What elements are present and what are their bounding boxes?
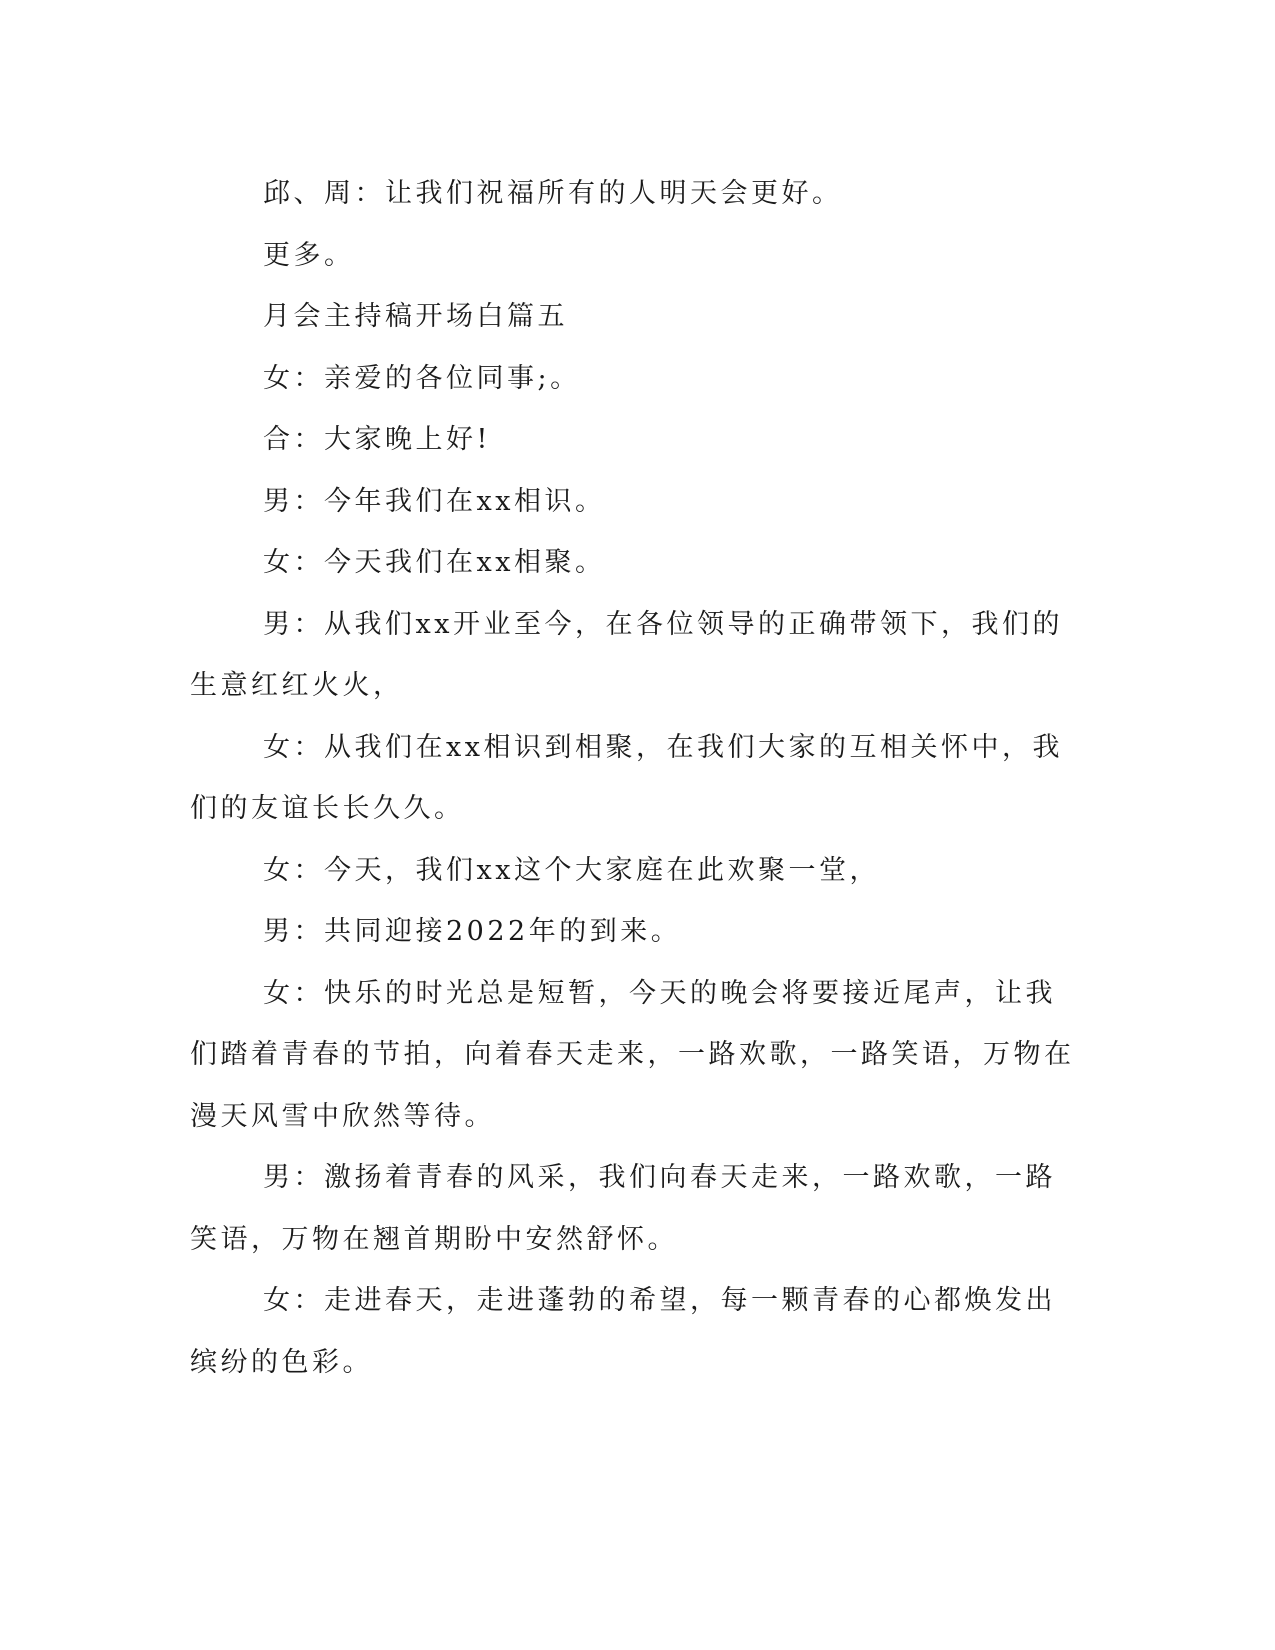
paragraph-line: 女：走进春天，走进蓬勃的希望，每一颗青春的心都焕发出缤纷的色彩。	[190, 1285, 1056, 1378]
paragraph-line: 女：亲爱的各位同事;。	[263, 362, 581, 394]
paragraph-line: 合：大家晚上好!	[263, 424, 491, 455]
paragraph-more: 更多。	[263, 239, 355, 271]
paragraph-line: 男：激扬着青春的风采，我们向春天走来，一路欢歌，一路笑语，万物在翘首期盼中安然舒怀。	[190, 1162, 1056, 1255]
paragraph-line: 男：共同迎接2022年的到来。	[263, 916, 682, 947]
paragraph-closing-blessing: 邱、周：让我们祝福所有的人明天会更好。	[263, 178, 843, 209]
paragraph-line: 男：今年我们在xx相识。	[263, 485, 606, 517]
paragraph-line: 女：快乐的时光总是短暂，今天的晚会将要接近尾声，让我们踏着青春的节拍，向着春天走来，一路欢歌，一路笑语，万物在漫天风雪中欣然等待。	[190, 977, 1075, 1132]
paragraph-line: 男：从我们xx开业至今，在各位领导的正确带领下，我们的生意红红火火，	[190, 608, 1063, 701]
paragraph-line: 女：今天，我们xx这个大家庭在此欢聚一堂，	[263, 854, 880, 886]
document-body	[190, 163, 1085, 1393]
paragraph-line: 女：今天我们在xx相聚。	[263, 547, 606, 578]
section-heading: 月会主持稿开场白篇五	[263, 301, 568, 332]
paragraph-line: 女：从我们在xx相识到相聚，在我们大家的互相关怀中，我们的友谊长长久久。	[190, 731, 1063, 824]
